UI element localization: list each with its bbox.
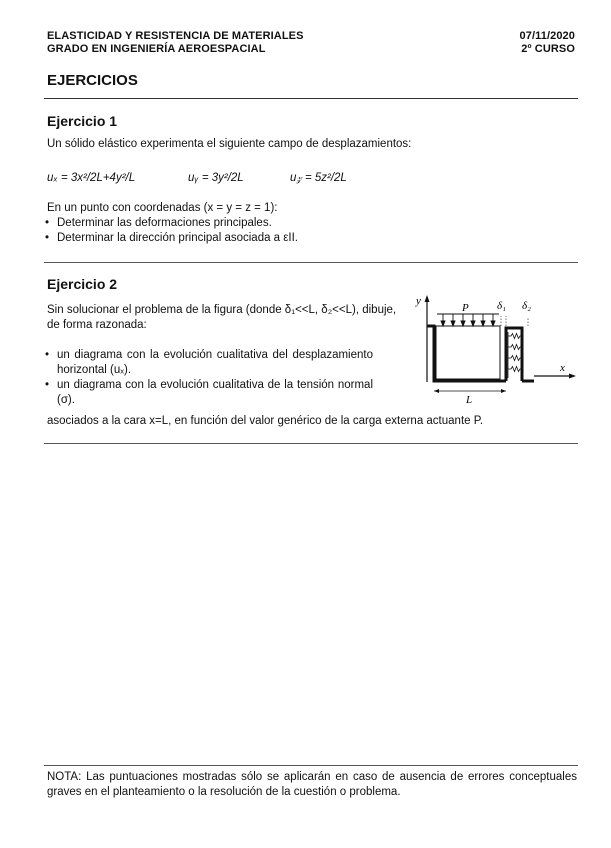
exercise-2-task-1-line-1: • un diagrama con la evolución cualitativa del desplazamiento bbox=[57, 349, 373, 361]
subject-title: ELASTICIDAD Y RESISTENCIA DE MATERIALES bbox=[47, 30, 304, 42]
y-axis-label: y bbox=[416, 295, 421, 307]
exercise-2-task-2: • un diagrama con la evolución cualitativa de la tensión normal (σ). bbox=[45, 378, 373, 408]
exam-date: 07/11/2020 bbox=[519, 30, 575, 42]
x-axis-label: x bbox=[560, 362, 565, 374]
section-title: EJERCICIOS bbox=[47, 72, 138, 89]
displacement-ux: uₓ = 3x²/2L+4y²/L bbox=[47, 172, 136, 184]
exam-header-right bbox=[520, 30, 575, 56]
load-label: P bbox=[462, 302, 469, 314]
exam-header-left bbox=[47, 30, 304, 56]
footer-note-line-1: NOTA: Las puntuaciones mostradas sólo se aplicarán en caso de ausencia de errores conceptuales bbox=[47, 771, 577, 783]
degree-title: GRADO EN INGENIERÍA AEROESPACIAL bbox=[47, 43, 266, 55]
dimension-label: L bbox=[466, 394, 473, 405]
distributed-load-arrows bbox=[441, 314, 495, 326]
exercise-2-divider bbox=[44, 443, 578, 444]
exercise-2-intro-line-2: de forma razonada: bbox=[47, 319, 147, 331]
exercise-2-intro bbox=[47, 303, 407, 333]
exercise-2-intro-line-1: Sin solucionar el problema de la figura (donde δ₁<<L, δ₂<<L), dibuje, bbox=[47, 304, 397, 316]
x-axis-arrow bbox=[569, 374, 576, 379]
exercise-1-title: Ejercicio 1 bbox=[47, 113, 118, 129]
exercise-1-divider bbox=[44, 262, 578, 263]
exercise-2-task-1 bbox=[45, 348, 373, 378]
dimension-arrow-right bbox=[501, 389, 506, 393]
exercise-1-task-1: • Determinar las deformaciones principales. bbox=[45, 216, 298, 231]
displacement-uy: uᵧ = 3y²/2L bbox=[188, 172, 244, 184]
footer-note bbox=[47, 770, 577, 800]
course-label: 2º CURSO bbox=[521, 43, 575, 55]
gap-1-label: δ₁ bbox=[497, 300, 506, 312]
exercise-2-task-1-line-2: horizontal (uₓ). bbox=[57, 364, 132, 376]
elastic-block bbox=[436, 326, 500, 379]
exercise-2-tasks bbox=[45, 348, 373, 408]
dimension-arrow-left bbox=[434, 389, 439, 393]
exercise-1-intro: Un sólido elástico experimenta el siguiente campo de desplazamientos: bbox=[47, 138, 412, 150]
exercise-1-point: En un punto con coordenadas (x = y = z = 1): bbox=[47, 202, 278, 214]
footer-note-line-2: graves en el planteamiento o la resolución de la cuestión o problema. bbox=[47, 786, 401, 798]
displacement-uz: u𝓏 = 5z²/2L bbox=[290, 172, 347, 184]
exercise-2-title: Ejercicio 2 bbox=[47, 276, 118, 292]
springs bbox=[508, 332, 522, 378]
gap-2-label: δ₂ bbox=[522, 300, 531, 312]
exercise-1-task-2: • Determinar la dirección principal asociada a εII. bbox=[45, 231, 298, 246]
y-axis-arrow bbox=[425, 295, 430, 302]
exercise-1-tasks bbox=[45, 216, 298, 246]
exercise-2-closing: asociados a la cara x=L, en función del valor genérico de la carga externa actuante P. bbox=[47, 415, 484, 427]
exercise-2-figure bbox=[410, 290, 578, 405]
note-divider bbox=[44, 765, 578, 766]
section-divider bbox=[44, 98, 578, 99]
